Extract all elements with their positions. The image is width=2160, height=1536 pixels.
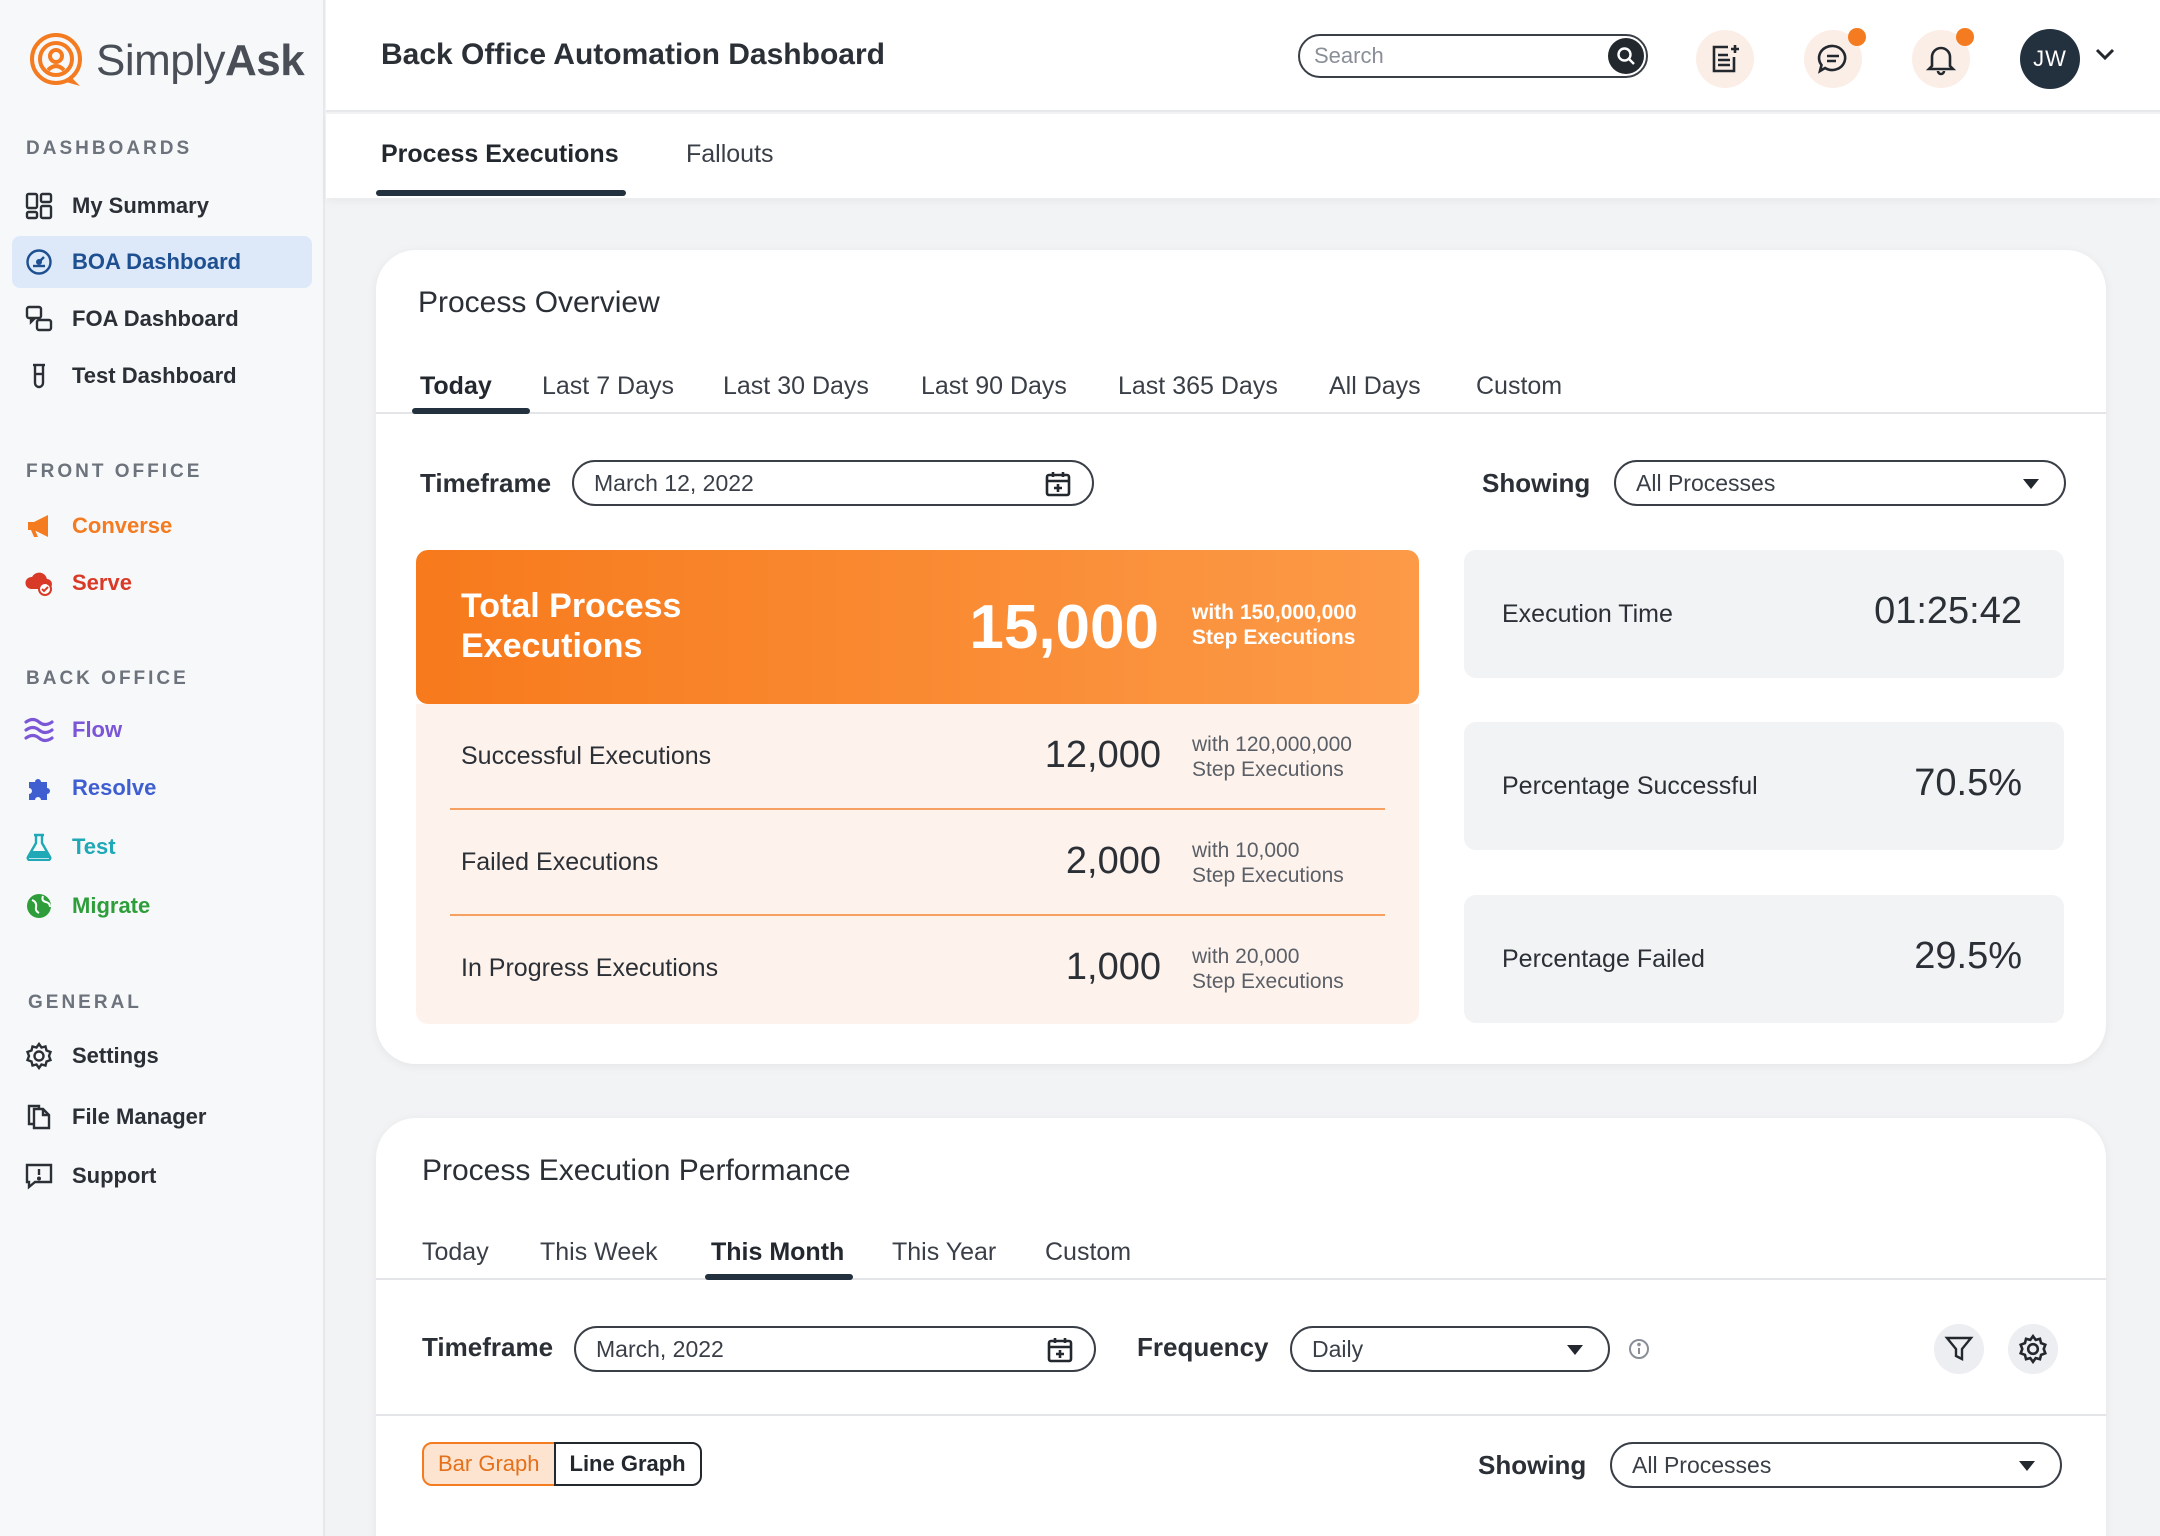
range-tab-this-week[interactable]: This Week — [540, 1238, 658, 1266]
card-title: Process Overview — [418, 286, 660, 319]
active-range-indicator — [412, 408, 530, 414]
sidebar-item-foa-dashboard[interactable] — [12, 293, 312, 345]
percentage-failed-stat — [1464, 895, 2064, 1023]
range-tab-last-30-days[interactable]: Last 30 Days — [723, 372, 869, 400]
showing-label: Showing — [1482, 468, 1591, 498]
row-step-executions: with 10,000 — [1192, 839, 1300, 862]
puzzle-icon — [24, 773, 54, 803]
sidebar-item-migrate[interactable] — [12, 880, 312, 932]
range-tab-last-365-days[interactable]: Last 365 Days — [1118, 372, 1278, 400]
row-label: In Progress Executions — [461, 954, 719, 982]
stat-label: Percentage Successful — [1502, 772, 1758, 800]
sidebar-item-test[interactable] — [12, 821, 312, 873]
sidebar-item-label: My Summary — [72, 193, 209, 218]
sidebar-item-settings[interactable] — [12, 1030, 312, 1082]
avatar[interactable]: JW — [2020, 29, 2080, 89]
alert-message-icon — [24, 1161, 54, 1191]
frequency-value: Daily — [1312, 1335, 1364, 1362]
chevron-down-icon[interactable] — [2094, 46, 2116, 62]
info-icon[interactable] — [1628, 1338, 1650, 1360]
search-icon — [1616, 46, 1636, 66]
overview-range-tabs — [376, 352, 2106, 414]
sidebar-item-label: Flow — [72, 717, 123, 742]
range-tab-this-month[interactable]: This Month — [711, 1238, 845, 1266]
tab-fallouts[interactable]: Fallouts — [686, 140, 774, 168]
stat-label: Execution Time — [1502, 600, 1673, 628]
gear-icon — [2018, 1334, 2048, 1364]
sidebar-item-label: Support — [72, 1163, 157, 1188]
unread-dot — [1956, 28, 1974, 46]
sidebar-item-test-dashboard[interactable] — [12, 350, 312, 402]
stat-value: 70.5% — [1914, 762, 2022, 804]
flask-icon — [24, 361, 54, 391]
showing-select[interactable] — [1610, 1442, 2062, 1488]
process-performance-card — [376, 1118, 2106, 1536]
total-executions-panel — [416, 550, 1419, 704]
range-tab-today[interactable]: Today — [420, 372, 492, 400]
range-tab-this-year[interactable]: This Year — [892, 1238, 997, 1266]
range-tab-today[interactable]: Today — [422, 1238, 489, 1266]
calendar-icon — [1044, 470, 1072, 498]
sidebar-item-serve[interactable] — [12, 557, 312, 609]
waves-icon — [24, 715, 54, 745]
performance-range-tabs — [376, 1218, 2106, 1280]
cloud-check-icon — [24, 568, 54, 598]
total-step-executions-caption: Step Executions — [1192, 626, 1356, 649]
sidebar — [0, 0, 325, 1536]
sidebar-item-flow[interactable] — [12, 704, 312, 756]
timeframe-value: March 12, 2022 — [594, 469, 754, 496]
active-range-indicator — [705, 1274, 853, 1280]
sidebar-item-support[interactable] — [12, 1150, 312, 1202]
filter-icon — [1944, 1334, 1974, 1364]
execution-time-stat — [1464, 550, 2064, 678]
calendar-icon — [1046, 1336, 1074, 1364]
row-step-caption: Step Executions — [1192, 758, 1344, 781]
page-title: Back Office Automation Dashboard — [381, 38, 885, 71]
caret-down-icon — [2018, 1460, 2036, 1472]
range-tab-last-7-days[interactable]: Last 7 Days — [542, 372, 675, 400]
filter-button[interactable] — [1934, 1324, 1984, 1374]
process-overview-card — [376, 250, 2106, 1064]
execution-breakdown — [416, 704, 1419, 1024]
logo-text-plain: Simply — [96, 36, 226, 85]
gauge-icon — [24, 247, 54, 277]
divider — [376, 1414, 2106, 1416]
beaker-icon — [24, 832, 54, 862]
logo-text-bold: Ask — [225, 36, 305, 85]
files-icon — [24, 1102, 54, 1132]
sidebar-item-label: Resolve — [72, 775, 157, 800]
chat-boxes-icon — [24, 304, 54, 334]
row-value: 12,000 — [1044, 734, 1161, 776]
sidebar-item-label: Test Dashboard — [72, 363, 237, 388]
sidebar-item-label: FOA Dashboard — [72, 306, 239, 331]
sidebar-item-label: BOA Dashboard — [72, 249, 242, 274]
sidebar-item-my-summary[interactable] — [12, 180, 312, 232]
page-tabs — [326, 114, 2160, 198]
stat-value: 01:25:42 — [1874, 590, 2022, 632]
section-title-dashboards: DASHBOARDS — [26, 138, 193, 159]
section-title-general: GENERAL — [28, 992, 142, 1013]
row-value: 1,000 — [1065, 946, 1161, 988]
messages-button[interactable] — [1804, 30, 1862, 88]
range-tab-last-90-days[interactable]: Last 90 Days — [921, 372, 1067, 400]
sidebar-item-label: Converse — [72, 513, 173, 538]
gear-icon — [24, 1041, 54, 1071]
graph-type-toggle — [422, 1442, 702, 1486]
row-value: 2,000 — [1065, 840, 1161, 882]
sidebar-item-resolve[interactable] — [12, 762, 312, 814]
simplyask-logo-icon — [26, 32, 88, 90]
globe-icon — [24, 891, 54, 921]
sidebar-item-label: Test — [72, 834, 116, 859]
megaphone-icon — [24, 511, 54, 541]
line-graph-toggle[interactable]: Line Graph — [554, 1442, 702, 1486]
showing-value: All Processes — [1636, 469, 1776, 496]
sidebar-item-label: Serve — [72, 570, 132, 595]
section-title-back-office: BACK OFFICE — [26, 668, 189, 689]
total-step-executions: with 150,000,000 — [1192, 601, 1357, 624]
search-input[interactable] — [1314, 43, 1604, 69]
tab-process-executions[interactable]: Process Executions — [381, 140, 619, 168]
timeframe-month-picker[interactable] — [574, 1326, 1096, 1372]
section-title-front-office: FRONT OFFICE — [26, 461, 203, 482]
caret-down-icon — [2022, 478, 2040, 490]
row-step-caption: Step Executions — [1192, 864, 1344, 887]
search-box — [1298, 34, 1648, 78]
row-label: Successful Executions — [461, 742, 712, 770]
bell-icon — [1924, 42, 1958, 76]
frequency-select[interactable] — [1290, 1326, 1610, 1372]
caret-down-icon — [1566, 1344, 1584, 1356]
unread-dot — [1848, 28, 1866, 46]
sidebar-item-file-manager[interactable] — [12, 1091, 312, 1143]
chat-bubble-icon — [1816, 42, 1850, 76]
showing-value: All Processes — [1632, 1451, 1772, 1478]
search-button[interactable] — [1608, 38, 1644, 74]
stat-label: Percentage Failed — [1502, 945, 1705, 973]
row-label: Failed Executions — [461, 848, 659, 876]
row-step-executions: with 20,000 — [1192, 945, 1300, 968]
sidebar-item-boa-dashboard[interactable] — [12, 236, 312, 288]
range-tab-all-days[interactable]: All Days — [1329, 372, 1421, 400]
settings-button[interactable] — [2008, 1324, 2058, 1374]
showing-label: Showing — [1478, 1450, 1587, 1480]
total-executions-value: 15,000 — [969, 593, 1159, 662]
sidebar-item-label: Settings — [72, 1043, 159, 1068]
note-add-icon — [1708, 42, 1742, 76]
range-tab-custom[interactable]: Custom — [1476, 372, 1563, 400]
frequency-label: Frequency — [1137, 1332, 1269, 1362]
percentage-successful-stat — [1464, 722, 2064, 850]
timeframe-label: Timeframe — [422, 1332, 554, 1362]
sidebar-item-converse[interactable] — [12, 500, 312, 552]
row-step-caption: Step Executions — [1192, 970, 1344, 993]
range-tab-custom[interactable]: Custom — [1045, 1238, 1132, 1266]
timeframe-date-picker[interactable] — [572, 460, 1094, 506]
notifications-button[interactable] — [1912, 30, 1970, 88]
successful-executions-row — [450, 704, 1385, 810]
failed-executions-row — [450, 810, 1385, 916]
showing-select[interactable] — [1614, 460, 2066, 506]
top-bar — [326, 0, 2160, 112]
grid-icon — [24, 191, 54, 221]
stat-value: 29.5% — [1914, 935, 2022, 977]
new-note-button[interactable] — [1696, 30, 1754, 88]
logo[interactable] — [26, 32, 304, 90]
sidebar-item-label: File Manager — [72, 1104, 207, 1129]
row-step-executions: with 120,000,000 — [1192, 733, 1352, 756]
timeframe-value: March, 2022 — [596, 1335, 724, 1362]
total-executions-label: Total Process Executions — [461, 587, 682, 665]
in-progress-executions-row — [450, 916, 1385, 1022]
sidebar-item-label: Migrate — [72, 893, 151, 918]
timeframe-label: Timeframe — [420, 468, 552, 498]
card-title: Process Execution Performance — [422, 1154, 851, 1187]
active-tab-indicator — [376, 190, 626, 196]
bar-graph-toggle[interactable]: Bar Graph — [422, 1442, 556, 1486]
